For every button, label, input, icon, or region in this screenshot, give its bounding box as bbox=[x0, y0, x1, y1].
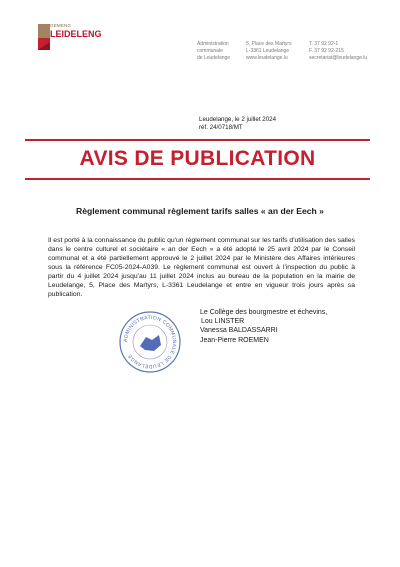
logo-wordmark bbox=[50, 24, 102, 39]
signature-echevin-2: Jean-Pierre ROEMEN bbox=[200, 336, 269, 344]
document-date: Leudelange, le 2 juillet 2024 bbox=[199, 116, 277, 123]
address-line: communale bbox=[197, 48, 223, 54]
signature-block bbox=[200, 308, 327, 345]
signature-echevin-1: Vanessa BALDASSARRI bbox=[200, 327, 278, 335]
document-reference: réf. 24/0718/MT bbox=[199, 124, 243, 131]
address-column-administration bbox=[197, 41, 230, 62]
address-column-contact bbox=[309, 41, 367, 62]
signature-bourgmestre: Lou LINSTER bbox=[201, 318, 245, 326]
address-line: de Leudelange bbox=[197, 55, 231, 61]
address-line: T. 37 92 92-1 bbox=[309, 41, 339, 47]
address-line: F. 37 92 92-215 bbox=[309, 48, 344, 54]
date-block bbox=[199, 116, 276, 132]
logo-name: LEIDELENG bbox=[50, 28, 102, 39]
stamp-text: ADMINISTRATION COMMUNALE DE LEUDELANGE bbox=[122, 314, 178, 370]
stamp-seal-icon bbox=[118, 310, 182, 374]
logo-small-text: GEMENG bbox=[50, 23, 72, 28]
signature-college: Le Collège des bourgmestre et échevins, bbox=[200, 309, 328, 316]
address-line: secretariat@leudelange.lu bbox=[309, 55, 368, 61]
banner-title: AVIS DE PUBLICATION bbox=[79, 147, 316, 170]
banner-rule-top bbox=[25, 139, 370, 141]
address-line: www.leudelange.lu bbox=[246, 55, 288, 61]
address-line: L-3361 Leudelange bbox=[246, 48, 290, 54]
notice-subject: Règlement communal règlement tarifs salles « an der Eech » bbox=[76, 206, 324, 216]
address-column-postal bbox=[246, 41, 292, 62]
address-line: 5, Place des Martyrs bbox=[246, 41, 292, 47]
notice-body: Il est porté à la connaissance du public qu'un règlement communal sur les tarifs d'utilisation des salles dans le centre culturel et sociétaire « an der Eech » a été adopté le 25 avril 2024 par le Conseil communal et a été partiellement approuvé le 2 juillet 2024 par le Ministère des Affaires intérieures sous la référence FC05-2024-A039. Le règlement communal est ouvert à l'inspection du public à partir du 4 juillet 2024 jusqu'au 11 juillet 2024 inclus au bureau de la population en la mairie de Leudelange, 5, Place des Martyrs, L-3361 Leudelange et entre en vigueur trois jours après sa publication. bbox=[48, 237, 355, 299]
address-line: Administration bbox=[197, 41, 229, 47]
publication-banner bbox=[25, 139, 370, 181]
banner-rule-bottom bbox=[25, 178, 370, 180]
official-stamp bbox=[118, 310, 182, 374]
